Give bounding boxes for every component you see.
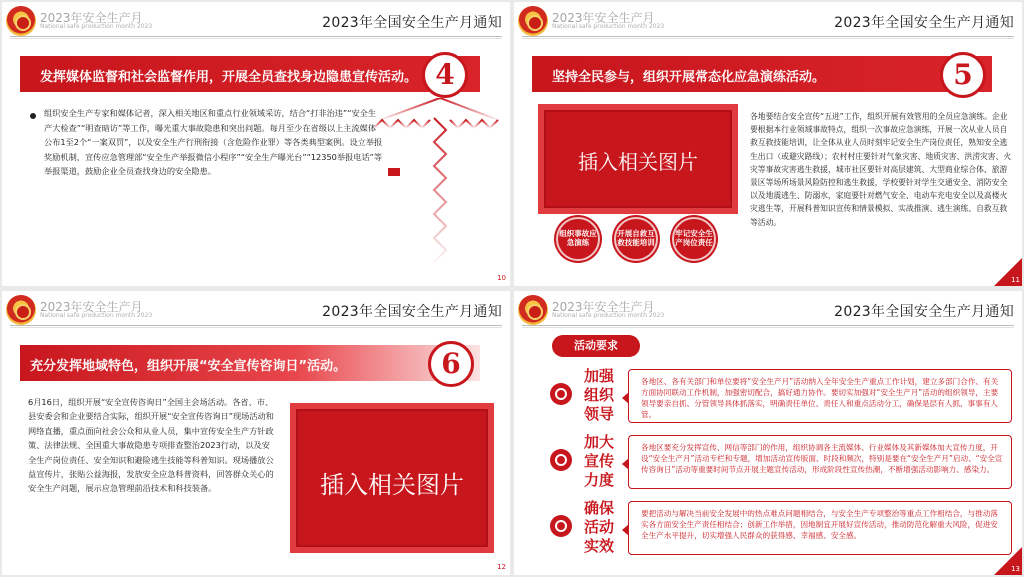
body-paragraph: 各地要结合安全宣传“五进”工作，组织开展有效管用的全员应急演练。企业要根据本行业领域事故特点，组织一次事故应急演练，开展一次从业人员自救互救技能培训，让全体从业人员时刻牢记安全生产岗位责任，熟知安全逃生出口（或避灾路线）；农村村庄要针对气象灾害、地质灾害、洪涝灾害、火灾等事故灾害逃生救援，城市社区要针对高层建筑、大型商业综合体、旅游景区等场所场景风险防控和逃生救援，学校要针对学生交通安全、消防安全以及地震逃生、防溺水，家庭要针对燃气安全、电动车充电安全以及高楼火灾逃生等，开展科普知识宣传和情景模拟、实战推演、逃生演练、自救互救等活动。: [750, 112, 1012, 227]
header-subtitle: National safe production month 2023: [40, 312, 153, 319]
requirement-item: [524, 497, 1014, 559]
section-banner: [20, 56, 480, 92]
section-number: 5: [940, 52, 986, 98]
requirement-text: 各地区要充分发挥宣传、网信等部门的作用，组织协调各主流媒体、行业媒体及其新媒体加大宣传力度，开设“安全生产月”活动专栏和专题，增加活动宣传版面、时段和频次，特别是要在“安全生产月”启动、“安全宣传咨询日”活动等重要时间节点开展主题宣传活动，形成阶段性宣传热潮，不断增强活动影响力、感染力。: [628, 435, 1012, 489]
banner-text: 充分发挥地域特色，组织开展“安全宣传咨询日”活动。: [30, 359, 347, 374]
requirement-item: [524, 431, 1014, 493]
emblem-icon: [6, 6, 36, 36]
header-subtitle: National safe production month 2023: [40, 23, 153, 30]
requirement-text: 各地区、各有关部门和单位要将“安全生产月”活动纳入全年安全生产重点工作计划，建立多部门合作、有关方面协同联动工作机制，加强密切配合，搞好通力协作。要切实加强对“安全生产月”活动的组织领导，主要领导要亲自抓、分管领导具体抓落实，明确责任单位、责任人和重点活动分工，确保是层有人抓、事事有人管。: [628, 369, 1012, 423]
badge-training: 开展自救互救技能培训: [614, 217, 658, 261]
badge-drill: 组织事故应急演练: [556, 217, 600, 261]
requirement-title: 确保活动实效: [584, 499, 615, 555]
header-divider: [10, 36, 502, 37]
emblem-icon: [518, 6, 548, 36]
bullet-dot-icon: [30, 113, 36, 119]
section-banner: [20, 345, 480, 381]
page-number: 12: [497, 563, 506, 571]
header-divider-thin: [522, 327, 1014, 328]
slide-header: [514, 291, 1022, 329]
header-subtitle: National safe production month 2023: [552, 312, 665, 319]
section-number: 6: [428, 341, 474, 387]
requirement-item: [524, 365, 1014, 427]
header-title: 2023年安全生产月: [40, 11, 143, 25]
header-title: 2023年安全生产月: [552, 300, 655, 314]
header-divider-thin: [10, 327, 502, 328]
header-right-title: 2023年全国安全生产月通知: [834, 15, 1014, 31]
page-number: 11: [1011, 276, 1020, 284]
badge-responsibility: 牢记安全生产岗位责任: [672, 217, 716, 261]
tower-crane-icon: [374, 98, 504, 268]
image-placeholder[interactable]: [290, 403, 494, 553]
image-placeholder-label: 插入相关图片: [320, 471, 464, 499]
emblem-icon: [6, 295, 36, 325]
header-title: 2023年安全生产月: [552, 11, 655, 25]
section-banner: [532, 56, 992, 92]
header-divider: [10, 325, 502, 326]
slide-header: [2, 291, 510, 329]
header-right-title: 2023年全国安全生产月通知: [322, 304, 502, 320]
header-right-title: 2023年全国安全生产月通知: [834, 304, 1014, 320]
slide-11[interactable]: [514, 2, 1022, 286]
requirement-title: 加大宣传力度: [584, 433, 615, 489]
header-divider: [522, 36, 1014, 37]
slide-12[interactable]: [2, 291, 510, 575]
target-icon: [550, 449, 572, 471]
header-right-title: 2023年全国安全生产月通知: [322, 15, 502, 31]
header-title: 2023年安全生产月: [40, 300, 143, 314]
image-placeholder[interactable]: [538, 104, 738, 214]
slide-10[interactable]: [2, 2, 510, 286]
requirement-text: 要把活动与解决当前安全发展中的热点难点问题相结合，与安全生产专项整治等重点工作相结合，与推动落实各方面安全生产责任相结合；创新工作举措，因地制宜开展好宣传活动，推动防范化解重大风险，促进安全生产水平提升，切实增强人民群众的获得感、幸福感、安全感。: [628, 501, 1012, 555]
header-divider-thin: [522, 38, 1014, 39]
image-placeholder-label: 插入相关图片: [578, 150, 698, 174]
requirement-title: 加强组织领导: [584, 367, 615, 423]
target-icon: [550, 383, 572, 405]
banner-text: 坚持全民参与，组织开展常态化应急演练活动。: [552, 70, 826, 85]
header-divider-thin: [10, 38, 502, 39]
slide-header: [514, 2, 1022, 40]
emblem-icon: [518, 295, 548, 325]
section-number: 4: [422, 52, 468, 98]
section-tag: 活动要求: [552, 335, 640, 357]
page-number: 13: [1011, 565, 1020, 573]
body-paragraph: 6月16日，组织开展“安全宣传咨询日”全国主会场活动。各省、市、县安委会和企业要结合实际，组织开展“安全宣传咨询日”现场活动和网络直播，重点面向社会公众和从业人员，集中宣传安全生产方针政策、法律法规、全国重大事故隐患专项排查整治2023行动，以及安全生产岗位责任、安全知识和避险逃生技能等科普知识。现场播放公益宣传片，张贴公益海报，发放安全应急科普资料，回答群众关心的安全生产问题，展示应急管理前沿技术和科技装备。: [28, 397, 274, 494]
target-icon: [550, 515, 572, 537]
banner-text: 发挥媒体监督和社会监督作用，开展全员查找身边隐患宣传活动。: [40, 70, 418, 85]
header-divider: [522, 325, 1014, 326]
body-paragraph: 组织安全生产专家和媒体记者，深入相关地区和重点行业领域采访，结合“打非治违”“安全生产大检查”“明查暗访”等工作，曝光重大事故隐患和突出问题。每月至少在省级以上主流媒体公布1至2个“一案双罚”，以及安全生产行刑衔接（含危险作业罪）等各类典型案例。设立举报奖励机制，宣传应急管理部“安全生产举报微信小程序”“安全生产曝光台”“12350举报电话”等举报渠道，鼓励企业全员查找身边的安全隐患。: [44, 108, 383, 176]
slide-13[interactable]: [514, 291, 1022, 575]
slide-header: [2, 2, 510, 40]
header-subtitle: National safe production month 2023: [552, 23, 665, 30]
page-number: 10: [497, 274, 506, 282]
